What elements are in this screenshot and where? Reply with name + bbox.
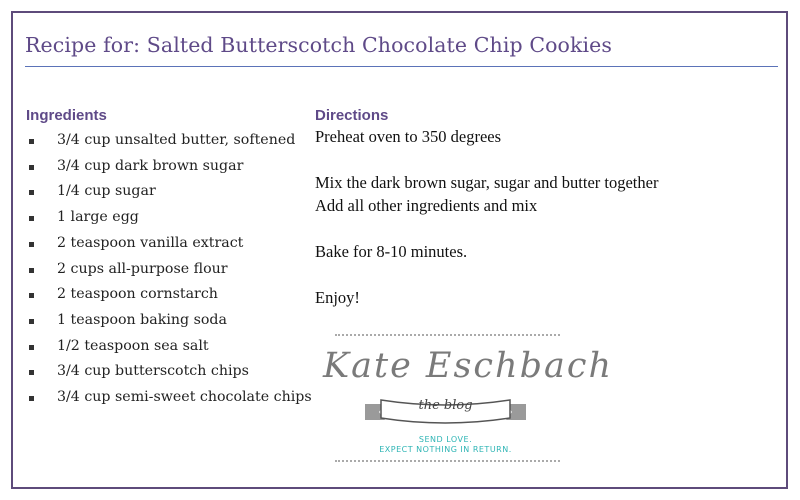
bullet-icon [29,319,34,324]
bullet-icon [29,139,34,144]
blog-logo [323,334,613,464]
direction-step: Preheat oven to 350 degrees [315,127,502,146]
bullet-icon [29,216,34,221]
bullet-icon [29,370,34,375]
ingredients-section [26,107,316,411]
directions-heading: Directions [315,107,389,124]
ingredient-item [26,308,316,334]
logo-name: Kate Eschbach [323,346,613,386]
direction-step: Add all other ingredients and mix [315,196,538,215]
directions-section [315,107,755,309]
ingredient-item [26,205,316,231]
ingredient-item [26,282,316,308]
ingredient-text: 1 teaspoon baking soda [57,311,227,328]
recipe-title: Recipe for: Salted Butterscotch Chocolate Chip Cookies [25,33,613,57]
ingredients-list [26,128,316,411]
ingredient-text: 1/4 cup sugar [57,183,156,200]
direction-step: Bake for 8-10 minutes. [315,242,468,261]
ingredient-text: 2 cups all-purpose flour [57,260,228,277]
direction-step: Mix the dark brown sugar, sugar and butter together [315,173,659,192]
bullet-icon [29,396,34,401]
bullet-icon [29,293,34,298]
logo-dotted-rule-bottom [335,460,560,462]
title-divider [25,66,778,67]
ingredient-item [26,179,316,205]
bullet-icon [29,165,34,170]
logo-dotted-rule-top [335,334,560,336]
ingredient-item [26,154,316,180]
recipe-card [11,11,788,489]
ingredient-text: 2 teaspoon cornstarch [57,286,218,303]
ingredient-text: 3/4 cup dark brown sugar [57,157,244,174]
ingredient-item [26,257,316,283]
directions-text [315,125,755,309]
ingredient-item [26,334,316,360]
ingredient-text: 3/4 cup unsalted butter, softened [57,132,296,148]
ingredient-item [26,359,316,385]
direction-step: Enjoy! [315,288,360,307]
ingredient-item [26,231,316,257]
ingredient-item [26,128,316,154]
bullet-icon [29,268,34,273]
logo-ribbon-text: the blog [418,398,473,413]
bullet-icon [29,345,34,350]
ingredient-text: 3/4 cup semi-sweet chocolate chips [57,389,312,406]
ingredient-text: 1/2 teaspoon sea salt [57,337,209,354]
logo-tagline: SEND LOVE. [418,435,473,444]
ingredient-item [26,385,316,411]
ingredients-heading: Ingredients [26,107,107,124]
bullet-icon [29,190,34,195]
logo-tagline: EXPECT NOTHING IN RETURN. [379,445,512,454]
ingredient-text: 2 teaspoon vanilla extract [57,234,244,251]
ingredient-text: 3/4 cup butterscotch chips [57,363,249,380]
ingredient-text: 1 large egg [57,209,139,226]
bullet-icon [29,242,34,247]
